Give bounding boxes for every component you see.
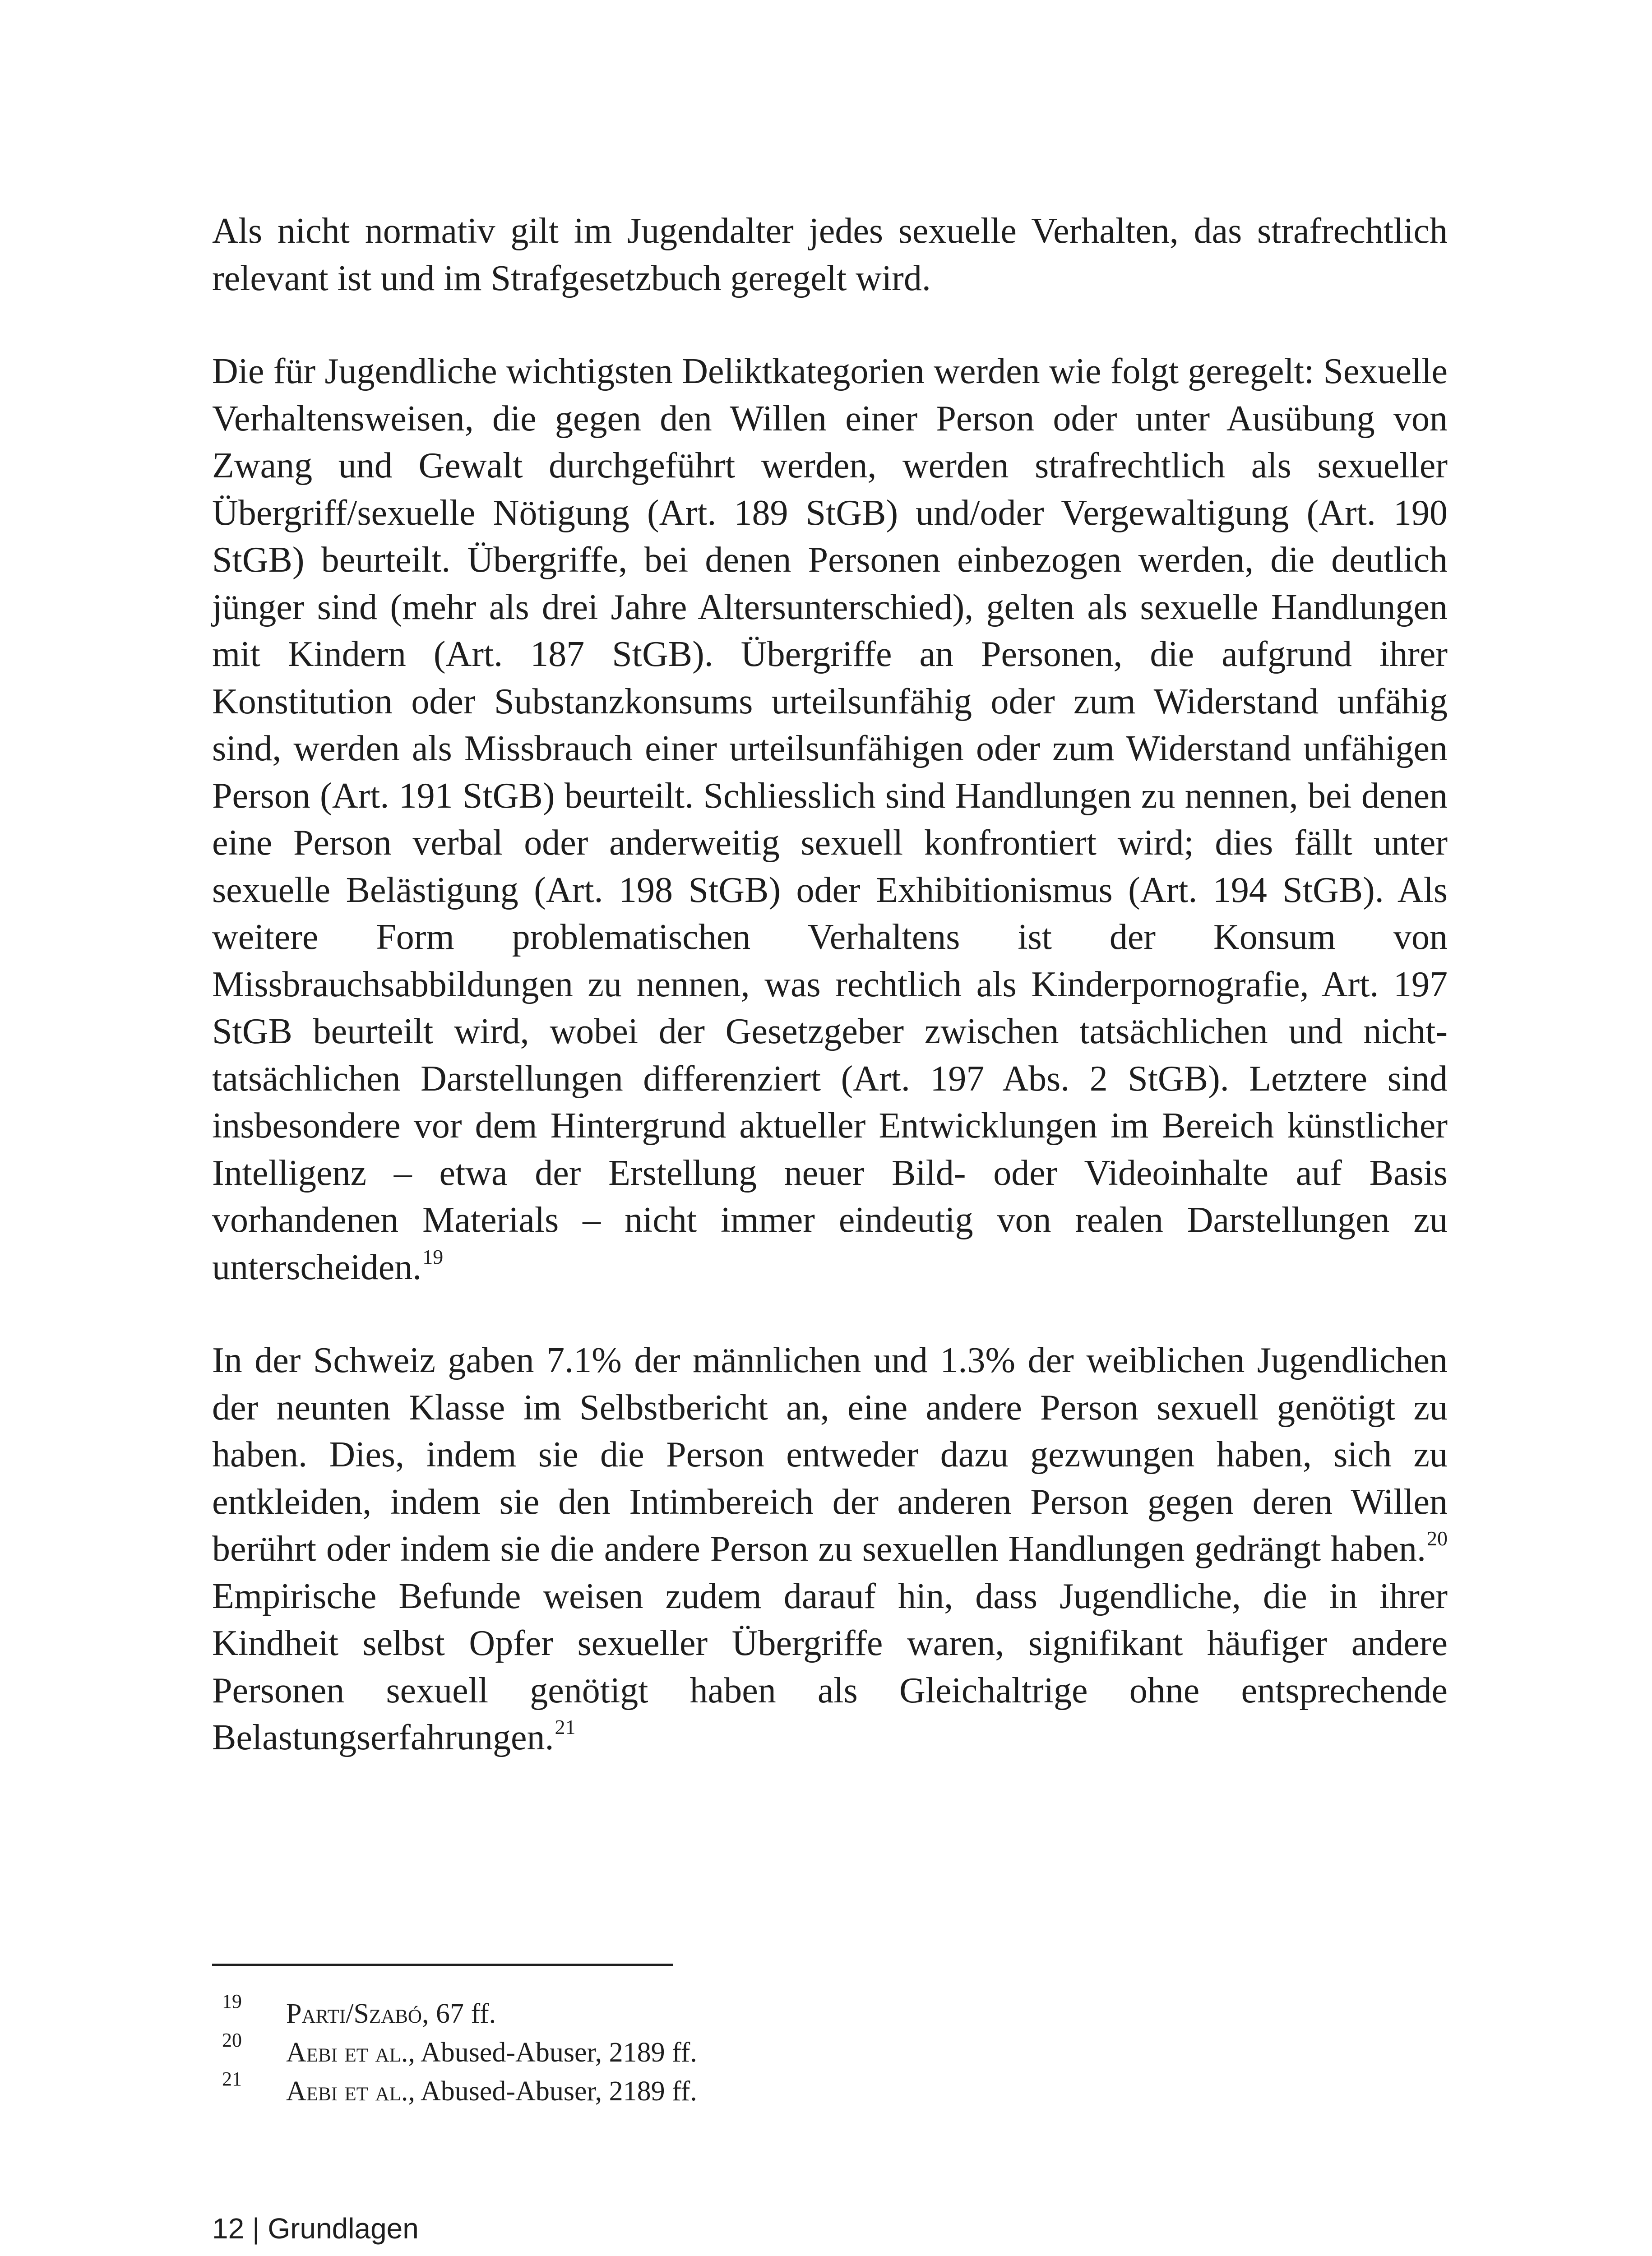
footnote-19 [212,1990,1448,2033]
footnote-ref-19[interactable]: 19 [422,1245,444,1268]
footnote-source: , Abused-Abuser, 2189 ff. [408,2076,697,2107]
footnote-21 [212,2068,1448,2111]
section-title: Grundlagen [268,2212,419,2245]
footnote-author: Parti/Szabó [286,1998,422,2029]
footnotes [212,1990,1448,2111]
paragraph-3-text-a: In der Schweiz gaben 7.1% der männlichen und 1.3% der weiblichen Jugendlichen der neunten Klasse im Selbstbericht an, eine andere Person sexuell genötigt zu haben. Dies, indem sie die Person entweder dazu gezwungen haben, sich zu entkleiden, indem sie den Intimbereich der anderen Person gegen deren Willen berührt oder indem sie die andere Person zu sexuellen Handlungen gedrängt haben. [212,1341,1448,1569]
footnote-text [286,2033,697,2072]
footnote-divider [212,1964,673,1966]
footnote-number: 19 [222,1990,242,2012]
footnote-author: Aebi et al. [286,2076,408,2107]
footnote-text [286,2072,697,2111]
footnote-text [286,1994,496,2033]
footnote-author: Aebi et al. [286,2037,408,2068]
paragraph-3 [212,1337,1448,1761]
footnote-number: 21 [222,2068,242,2090]
footnote-ref-20[interactable]: 20 [1427,1527,1448,1550]
footer-separator: | [252,2212,260,2245]
paragraph-3-text-b: Empirische Befunde weisen zudem darauf hin, dass Jugendliche, die in ihrer Kindheit selbst Opfer sexueller Übergriffe waren, signifikant häufiger andere Personen sexuell genötigt haben als Gleichaltrige ohne entsprechende Belastungserfahrungen. [212,1576,1448,1757]
footnote-source: , Abused-Abuser, 2189 ff. [408,2037,697,2068]
paragraph-2-text: Die für Jugendliche wichtigsten Deliktkategorien werden wie folgt geregelt: Sexuelle Verhaltensweisen, die gegen den Willen einer Person oder unter Ausübung von Zwang und Gewalt durchgeführt werden, werden strafrechtlich als sexueller Übergriff/sexuelle Nötigung (Art. 189 StGB) und/oder Vergewaltigung (Art. 190 StGB) beurteilt. Übergriffe, bei denen Personen einbezogen werden, die deutlich jünger sind (mehr als drei Jahre Altersunterschied), gelten als sexuelle Handlungen mit Kindern (Art. 187 StGB). Übergriffe an Personen, die aufgrund ihrer Konstitution oder Substanzkonsums urteilsunfähig oder zum Widerstand unfähig sind, werden als Missbrauch einer urteilsunfähigen oder zum Widerstand unfähigen Person (Art. 191 StGB) beurteilt. Schliesslich sind Handlungen zu nennen, bei denen eine Person verbal oder anderweitig sexuell konfrontiert wird; dies fällt unter sexuelle Belästigung (Art. 198 StGB) oder Exhibitionismus (Art. 194 StGB). Als weitere Form problematischen Verhaltens ist der Konsum von Missbrauchsabbildungen zu nennen, was rechtlich als Kinderpornografie, Art. 197 StGB beurteilt wird, wobei der Gesetzgeber zwischen tatsächlichen und nicht-tatsächlichen Darstellungen differenziert (Art. 197 Abs. 2 StGB). Letztere sind insbesondere vor dem Hintergrund aktueller Entwicklungen im Bereich künstlicher Intelligenz – etwa der Erstellung neuer Bild- oder Videoinhalte auf Basis vorhandenen Materials – nicht immer eindeutig von realen Darstellungen zu unterscheiden. [212,351,1448,1287]
paragraph-1 [212,208,1448,302]
body-text [212,208,1448,1808]
page-footer [212,2210,419,2247]
page-number: 12 [212,2212,245,2245]
footnote-number: 20 [222,2029,242,2051]
paragraph-1-text: Als nicht normativ gilt im Jugendalter jedes sexuelle Verhalten, das strafrechtlich relevant ist und im Strafgesetzbuch geregelt wird. [212,211,1448,298]
footnote-ref-21[interactable]: 21 [555,1715,576,1738]
footnote-source: , 67 ff. [421,1998,496,2029]
footnote-20 [212,2029,1448,2072]
paragraph-2 [212,348,1448,1291]
